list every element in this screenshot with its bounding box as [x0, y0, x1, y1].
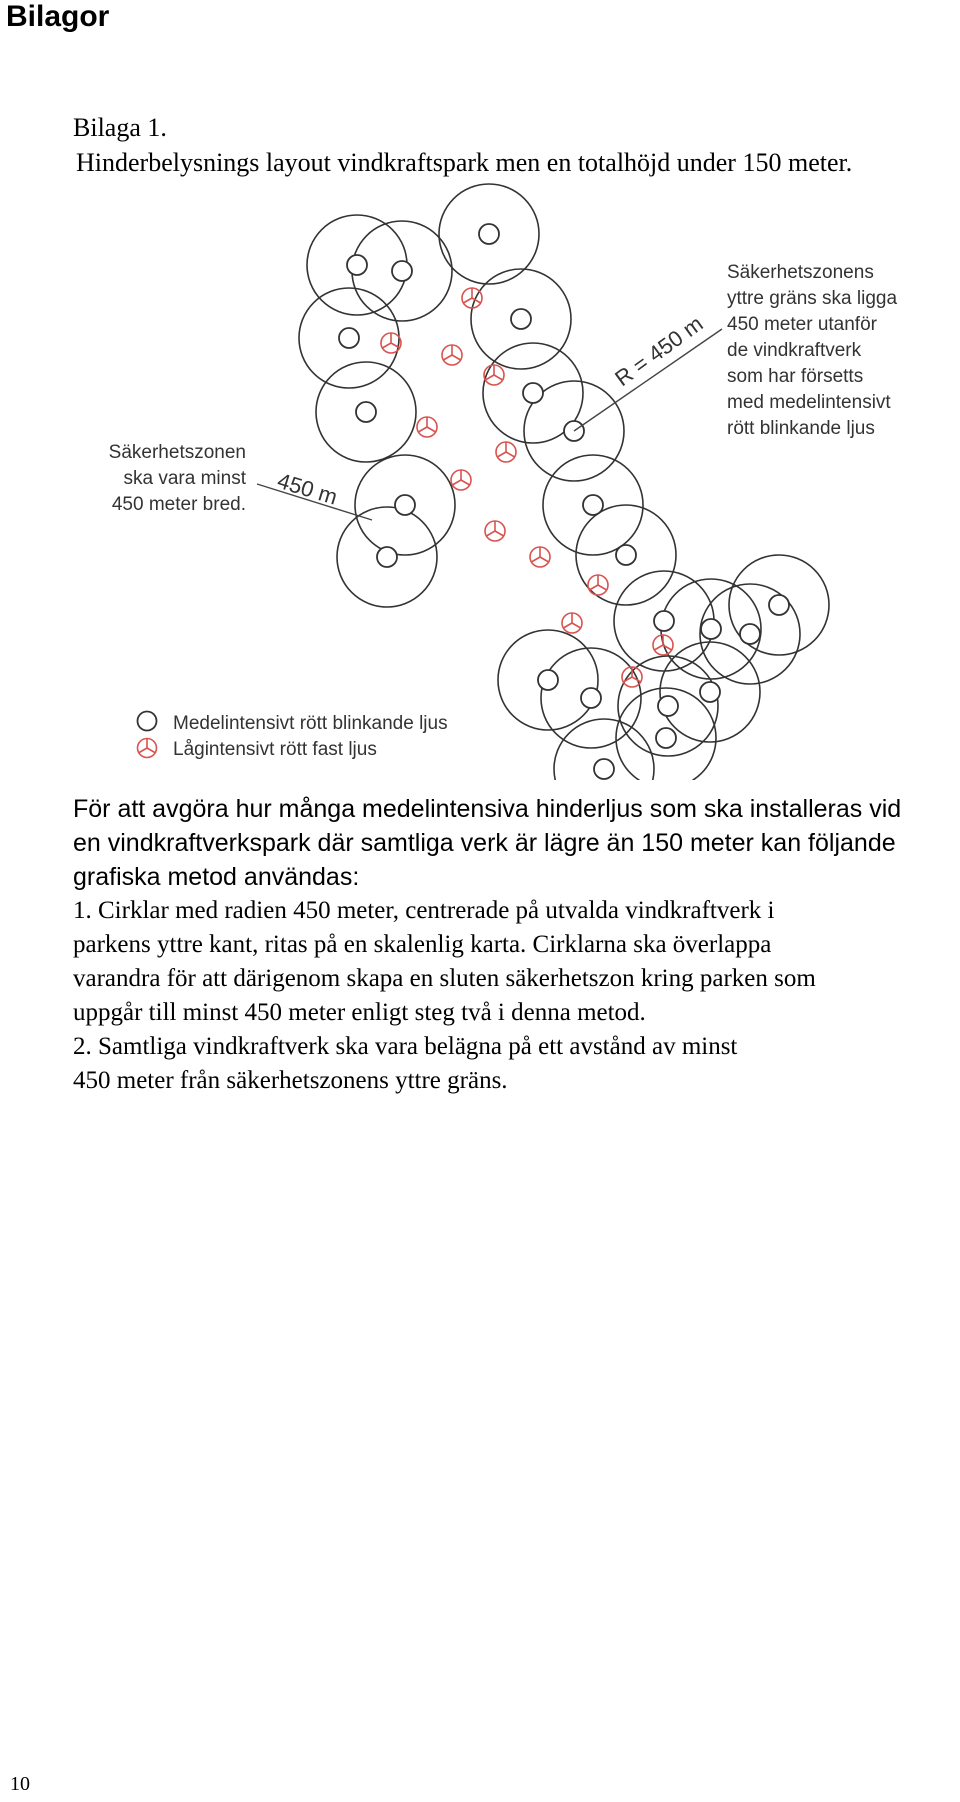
- circle-icon: [511, 309, 531, 329]
- paragraph-line: uppgår till minst 450 meter enligt steg två i denna metod.: [73, 999, 646, 1026]
- paragraph-line: 2. Samtliga vindkraftverk ska vara belägna på ett avstånd av minst: [73, 1033, 738, 1060]
- circle-icon: [658, 696, 678, 716]
- turbine-icon: [451, 470, 471, 490]
- paragraph-line: varandra för att därigenom skapa en sluten säkerhetszon kring parken som: [73, 965, 816, 992]
- legend: [138, 712, 448, 761]
- annotation-right-line: med medelintensivt: [727, 392, 891, 413]
- paragraph-line: 1. Cirklar med radien 450 meter, centrerade på utvalda vindkraftverk i: [73, 897, 775, 924]
- circle-icon: [395, 495, 415, 515]
- page-heading: Bilagor: [6, 0, 110, 33]
- paragraph-line: grafiska metod användas:: [73, 863, 360, 891]
- body-text: [73, 792, 953, 1098]
- safety-zone-diagram: [0, 180, 960, 780]
- circle-icon: [392, 261, 412, 281]
- annotation-right-line: Säkerhetszonens: [727, 262, 874, 283]
- annotation-left: [109, 442, 247, 515]
- circle-icon: [701, 619, 721, 639]
- circle-icon: [377, 547, 397, 567]
- annotation-right-line: rött blinkande ljus: [727, 418, 875, 439]
- figure-caption-number: Bilaga 1.: [73, 113, 167, 142]
- annotation-right: [727, 262, 897, 439]
- circle-icon: [479, 224, 499, 244]
- turbines: [381, 288, 673, 687]
- turbine-icon: [138, 739, 157, 758]
- circle-icon: [594, 759, 614, 779]
- turbine-icon: [622, 667, 642, 687]
- legend-label: Medelintensivt rött blinkande ljus: [173, 713, 448, 734]
- annotation-right-line: 450 meter utanför: [727, 314, 877, 335]
- turbine-icon: [530, 547, 550, 567]
- circle-icon: [347, 255, 367, 275]
- turbine-icon: [485, 521, 505, 541]
- turbine-icon: [442, 345, 462, 365]
- turbine-icon: [496, 442, 516, 462]
- turbine-icon: [417, 417, 437, 437]
- circle-icon: [581, 688, 601, 708]
- annotation-right-line: de vindkraftverk: [727, 340, 862, 361]
- annotation-right-line: yttre gräns ska ligga: [727, 288, 898, 309]
- circle-icon: [523, 383, 543, 403]
- circle-icon: [356, 402, 376, 422]
- turbine-icon: [562, 613, 582, 633]
- figure-caption-title: Hinderbelysnings layout vindkraftspark men en totalhöjd under 150 meter.: [76, 148, 853, 177]
- circle-icon: [138, 712, 157, 731]
- circle-icon: [583, 495, 603, 515]
- turbine-icon: [588, 575, 608, 595]
- annotation-left-line: 450 meter bred.: [111, 494, 246, 515]
- annotation-left-line: Säkerhetszonen: [108, 442, 246, 463]
- circle-icon: [700, 682, 720, 702]
- page-number: 10: [10, 1773, 30, 1795]
- annotation-right-line: som har försetts: [727, 366, 864, 387]
- circle-icon: [656, 728, 676, 748]
- paragraph-line: en vindkraftverkspark där samtliga verk är lägre än 150 meter kan följande: [73, 829, 896, 857]
- turbine-icon: [653, 635, 673, 655]
- paragraph-line: 450 meter från säkerhetszonens yttre gräns.: [73, 1067, 508, 1094]
- circle-icon: [654, 611, 674, 631]
- obstacle-lights: [339, 224, 789, 779]
- paragraph-line: parkens yttre kant, ritas på en skalenlig karta. Cirklarna ska överlappa: [73, 931, 772, 958]
- circle-icon: [538, 670, 558, 690]
- width-label: 450 m: [274, 467, 341, 510]
- circle-icon: [339, 328, 359, 348]
- circle-icon: [740, 624, 760, 644]
- paragraph-line: För att avgöra hur många medelintensiva hinderljus som ska installeras vid: [73, 795, 902, 823]
- turbine-icon: [462, 288, 482, 308]
- circle-icon: [769, 595, 789, 615]
- circle-icon: [616, 545, 636, 565]
- legend-label: Lågintensivt rött fast ljus: [173, 739, 377, 760]
- turbine-icon: [138, 739, 157, 758]
- radius-label: R = 450 m: [610, 310, 708, 392]
- annotation-left-line: ska vara minst: [123, 468, 246, 489]
